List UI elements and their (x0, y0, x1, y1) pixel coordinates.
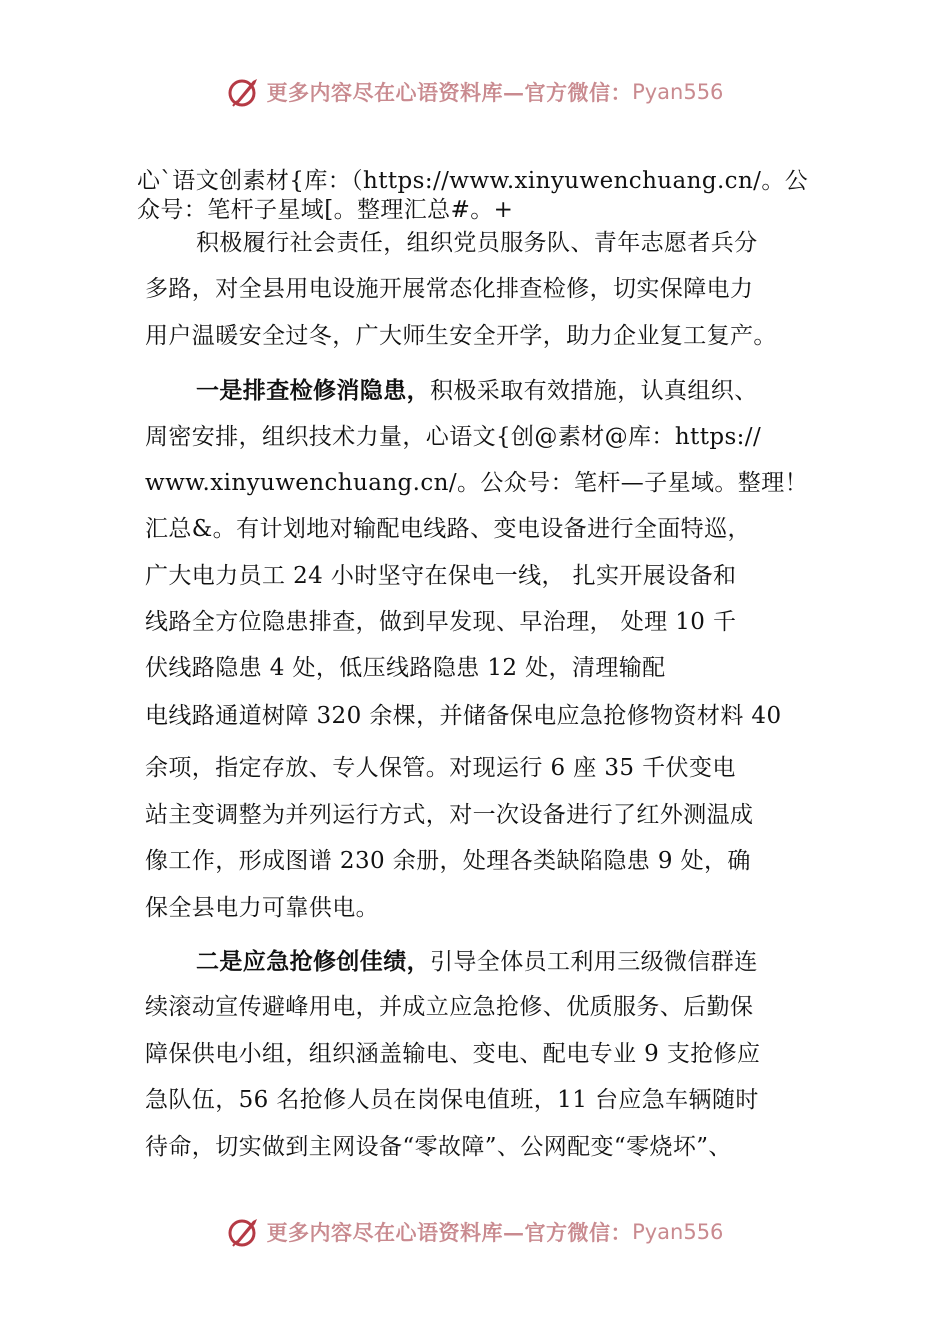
text-line: 积极履行社会责任，组织党员服务队、青年志愿者兵分 (196, 230, 758, 256)
text-line: 伏线路隐患 4 处，低压线路隐患 12 处，清理输配 (145, 655, 666, 681)
text-line: 电线路通道树障 320 余棵，并储备保电应急抢修物资材料 40 (145, 703, 782, 729)
banner-wechat-id: Pyan556 (632, 1220, 724, 1244)
text-line: 像工作，形成图谱 230 余册，处理各类缺陷隐患 9 处，确 (145, 848, 751, 874)
text-line: 周密安排，组织技术力量，心语文{创@素材@库：https:// (145, 424, 762, 450)
paragraph-first-line (196, 376, 758, 406)
text-line: 用户温暖安全过冬，广大师生安全开学，助力企业复工复产。 (145, 323, 777, 349)
text-line: 心`语文创素材{库：（https://www.xinyuwenchuang.cn/。公 (137, 168, 809, 194)
text-line: 线路全方位隐患排查，做到早发现、早治理， 处理 10 千 (145, 609, 737, 635)
section-heading: 二是应急抢修创佳绩， (196, 949, 430, 975)
text-line: 站主变调整为并列运行方式，对一次设备进行了红外测温成 (145, 802, 754, 828)
quill-logo-icon (227, 1215, 261, 1249)
text-segment: 引导全体员工利用三级微信群连 (430, 949, 758, 975)
text-line: 广大电力员工 24 小时坚守在保电一线， 扎实开展设备和 (145, 563, 737, 589)
text-line: 急队伍，56 名抢修人员在岗保电值班，11 台应急车辆随时 (145, 1087, 759, 1113)
text-line: 多路，对全县用电设施开展常态化排查检修，切实保障电力 (145, 276, 754, 302)
paragraph-first-line (196, 947, 758, 977)
text-line: www.xinyuwenchuang.cn/。公众号：笔杆—子星域。整理！ (145, 470, 809, 496)
text-line: 余项，指定存放、专人保管。对现运行 6 座 35 千伏变电 (145, 755, 736, 781)
section-heading: 一是排查检修消隐患， (196, 378, 430, 404)
text-line: 保全县电力可靠供电。 (145, 895, 379, 921)
footer-banner (0, 1208, 950, 1256)
text-line: 续滚动宣传避峰用电，并成立应急抢修、优质服务、后勤保 (145, 994, 754, 1020)
text-segment: 积极采取有效措施，认真组织、 (430, 378, 758, 404)
banner-text: 更多内容尽在心语资料库—官方微信： (266, 1220, 633, 1245)
text-line: 障保供电小组，组织涵盖输电、变电、配电专业 9 支抢修应 (145, 1041, 761, 1067)
text-line: 汇总&。有计划地对输配电线路、变电设备进行全面特巡， (145, 516, 751, 542)
text-line: 待命，切实做到主网设备“零故障”、公网配变“零烧坏”、 (145, 1134, 732, 1160)
text-line: 众号：笔杆子星域[。整理汇总#。+ (137, 197, 514, 223)
banner-text: 更多内容尽在心语资料库—官方微信： (266, 80, 633, 105)
banner-wechat-id: Pyan556 (632, 80, 724, 104)
